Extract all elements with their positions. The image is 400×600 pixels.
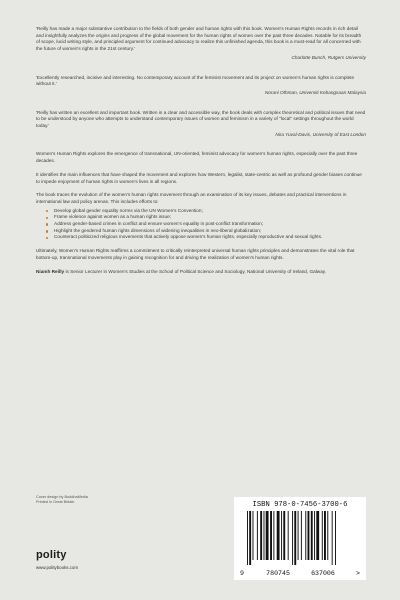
barcode-bar (273, 511, 274, 560)
barcode-bar (277, 511, 280, 560)
barcode-digit-group1: 780745 (266, 570, 290, 577)
barcode-panel (234, 497, 366, 580)
author-name: Niamh Reilly (36, 268, 65, 274)
printed-credit: Printed in Great Britain (36, 500, 75, 505)
publisher-logo: polity (36, 549, 67, 561)
barcode-bar (260, 511, 262, 560)
barcode-bar (314, 511, 315, 560)
barcode-bar (305, 511, 306, 560)
barcode-digit-first: 9 (240, 570, 244, 577)
endorsement-text: 'Reilly has written an excellent and important book. Written in a clear and accessible way, the book deals with complex theoretical and political issues that need to be understood by anyone who attempts to understand contemporary issues of women and feminism in a variety of "local" settings throughout the world today.' (36, 109, 366, 129)
barcode-bar (298, 511, 299, 560)
publisher-url: www.politybooks.com (36, 565, 78, 570)
design-credit: Cover design by BuddhaMedia (36, 495, 88, 499)
barcode-bar (283, 511, 285, 560)
endorsement-attribution: Nira Yuval-Davis, University of East London (275, 131, 366, 137)
efforts-list (36, 208, 366, 242)
barcode-bar (288, 511, 289, 560)
barcode-bar (316, 511, 319, 560)
isbn-label: ISBN 978-0-7456-3700-6 (252, 501, 348, 509)
credits (36, 495, 88, 505)
author-bio-text: is Senior Lecturer in Women's Studies at the School of Political Science and Sociology, National University of Ireland, Galway. (64, 268, 327, 274)
blurb-intro: Women's Human Rights explores the emergence of transnational, UN-oriented, feminist advocacy for women's human rights, especially over the past three decades. (36, 151, 358, 164)
barcode-digit-last: > (356, 570, 360, 577)
barcode (244, 511, 356, 565)
barcode-bar (281, 511, 282, 560)
barcode-bar (327, 511, 328, 560)
endorsement-3 (36, 110, 366, 139)
barcode-digits (240, 570, 360, 577)
cover-footer (36, 495, 366, 595)
blurb-identifies: It identifies the main influences that have shaped the movement and explores how Western, legalist, state-centric as well as profound gender biases continue to impede enjoyment of human rights in women's lives in all regions. (36, 171, 362, 184)
barcode-bar (301, 511, 302, 560)
list-item: Counteract politicized religious movements that actively oppose women's human rights, especially reproductive and sexual rights. (48, 234, 366, 241)
barcode-bar (264, 511, 265, 560)
blurb-conclusion: Ultimately, Women's Human Rights reaffirms a commitment to critically reinterpreted universal human rights principles and demonstrates the vital role that bottom-up, transnational movements play in gaining recognition for and driving the realization of women's human rights. (36, 248, 355, 260)
barcode-bar (270, 511, 272, 560)
barcode-bar (253, 511, 254, 560)
barcode-bar (292, 511, 293, 565)
endorsement-attribution: Norani Othman, Universiti Kebangsaan Malaysia (264, 89, 366, 95)
list-item: Frame violence against women as a human rights issue; (48, 214, 366, 221)
barcode-bar (332, 511, 333, 565)
endorsement-attribution: Charlotte Bunch, Rutgers University (291, 54, 366, 60)
endorsement-2 (36, 75, 366, 97)
barcode-bar (257, 511, 258, 560)
blurb-traces: The book traces the evolution of the women's human rights movement through an examination of its key issues, debates and practical interventions in international law and policy arenas. This includes efforts to: (36, 192, 347, 204)
endorsement-text: 'Excellently researched, incisive and interesting. No contemporary account of the feminist movement and its project on women's human rights is complete without it.' (36, 74, 355, 87)
barcode-bar (308, 511, 310, 560)
list-item: Develop global gender equality norms via the UN Women's Convention; (48, 208, 366, 215)
barcode-bar (324, 511, 326, 560)
list-item: Address gender-based crimes in conflict and ensure women's equality in post-conflict transformation; (48, 221, 366, 228)
barcode-bar (266, 511, 269, 560)
barcode-bar (294, 511, 296, 565)
author-bio (36, 269, 366, 276)
barcode-bar (249, 511, 251, 565)
barcode-bar (247, 511, 248, 565)
barcode-bar (311, 511, 313, 560)
barcode-bar (335, 511, 336, 565)
list-item: Highlight the gendered human rights dimensions of widening inequalities in neo-liberal globalization; (48, 228, 366, 235)
endorsement-text: 'Reilly has made a major substantive contribution to the fields of both gender and human rights with this book. Women's Human Rights records in rich detail and insightfully analyzes the origins and progress of the global movement for the human rights of women over the past three decades. Notable for its breadth of scope, lucid writing style, and principled argument for continued advocacy to realize this unfinished agenda, this book is a must-read for all concerned with the future of women's rights in the 21st century.' (36, 26, 362, 52)
barcode-bar (322, 511, 323, 560)
barcode-digit-group2: 637006 (311, 570, 335, 577)
endorsement-1 (36, 26, 366, 62)
